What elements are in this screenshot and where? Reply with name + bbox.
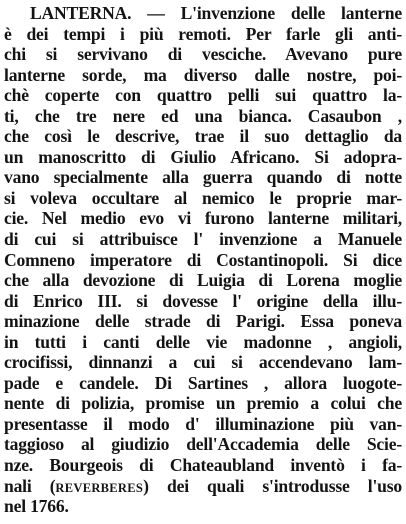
- text-line-7: che così le descrive, trae il suo dettaglio da: [4, 126, 402, 147]
- text-line-13: Comneno imperatore di Costantinopoli. Si dice: [4, 249, 402, 270]
- text-line-1: [4, 3, 402, 24]
- text-line-9: vano specialmente alla guerra quando di notte: [4, 167, 402, 188]
- text-line-2: è dei tempi i più remoti. Per farle gli anti-: [4, 23, 402, 44]
- text-line-14: che alla devozione di Luigia di Lorena moglie: [4, 270, 402, 291]
- text-line-24: [4, 476, 402, 497]
- text-line-3: chi si servivano di vesciche. Avevano pure: [4, 44, 402, 65]
- entry-headword: LANTERNA.: [30, 3, 132, 23]
- text-line-24-end: ) dei quali s'introdusse l'uso: [143, 475, 402, 496]
- text-line-6: ti, che tre nere ed una bianca. Casaubon ,: [4, 105, 402, 126]
- text-line-24-start: nali (: [4, 475, 56, 496]
- reverberes-term: REVERBERES: [55, 480, 144, 495]
- text-line-20: nente di polizia, promise un premio a colui che: [4, 393, 402, 414]
- text-line-4: lanterne sorde, ma diverso dalle nostre, poi-: [4, 64, 402, 85]
- text-line-21: presentasse il modo d' illuminazione più van-: [4, 413, 402, 434]
- text-line-5: chè coperte con quattro pelli sui quattro la-: [4, 85, 402, 106]
- text-line-15: di Enrico III. si dovesse l' origine della illu-: [4, 290, 402, 311]
- text-line-18: crocifissi, dinnanzi a cui si accendevano lam-: [4, 352, 402, 373]
- text-line-10: si voleva occultare al nemico le proprie mar-: [4, 187, 402, 208]
- text-line-19: pade e candele. Di Sartines , allora luogote-: [4, 372, 402, 393]
- text-line-17: in tutti i canti delle vie madonne , angioli,: [4, 331, 402, 352]
- text-line-23: nze. Bourgeois di Chateaubland inventò i fa-: [4, 455, 402, 476]
- text-line-16: minazione delle strade di Parigi. Essa poneva: [4, 311, 402, 332]
- text-line-12: di cui si attribuisce l' invenzione a Manuele: [4, 229, 402, 250]
- text-line-8: un manoscritto di Giulio Africano. Si adopra-: [4, 146, 402, 167]
- dictionary-entry-lanterna: [4, 3, 402, 517]
- text-line-11: cie. Nel medio evo vi furono lanterne militari,: [4, 208, 402, 229]
- text-line-22: taggioso al giudizio dell'Accademia delle Scie-: [4, 434, 402, 455]
- text-line-25: nel 1766.: [4, 496, 69, 517]
- text-line-1-body: — L'invenzione delle lanterne: [131, 3, 402, 23]
